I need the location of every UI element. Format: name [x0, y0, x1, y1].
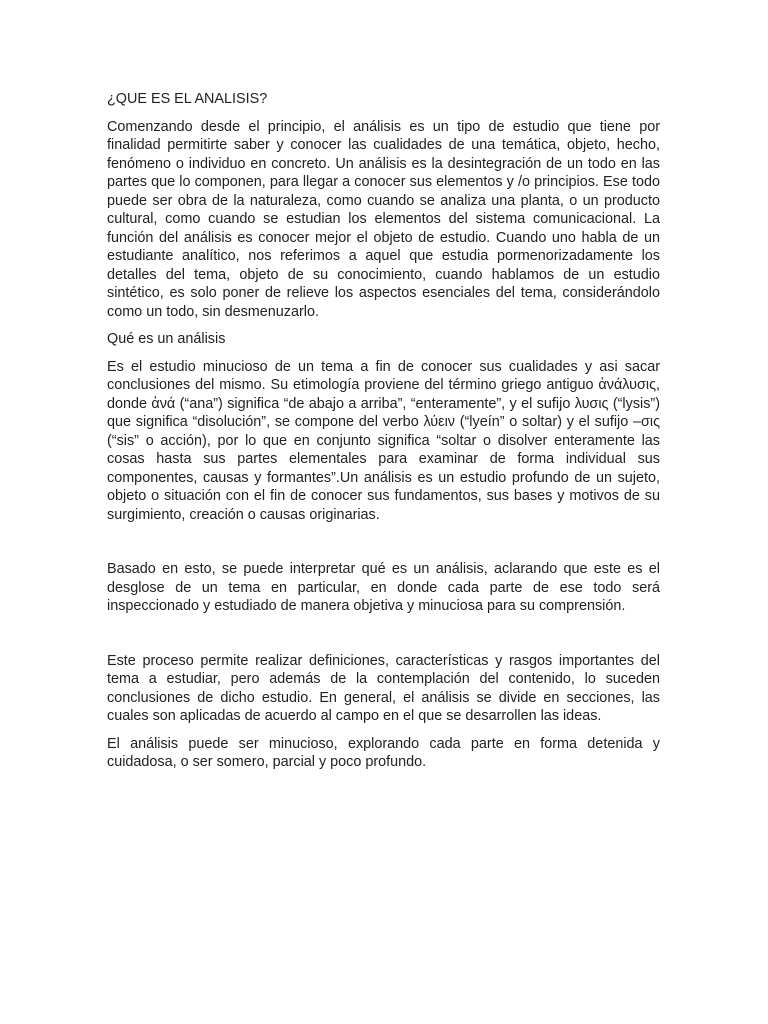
- blank-space: [107, 533, 660, 560]
- page-title: ¿QUE ES EL ANALISIS?: [107, 91, 268, 107]
- document-page: [107, 90, 660, 781]
- paragraph-definition: Es el estudio minucioso de un tema a fin de conocer sus cualidades y asi sacar conclusiones del mismo. Su etimología proviene del término griego antiguo ἀνάλυσις, donde ἀνά (“ana”) significa “de abajo a arriba”, “enteramente”, y el sufijo λυσις (“lysis”) que significa “disolución”, se compone del verbo λύειν (“lyeín” o soltar) y el sufijo –σις (“sis” o acción), por lo que en conjunto significa “soltar o disolver enteramente las cosas hasta sus partes elementales para examinar de forma individual sus componentes, causas y formantes”.Un análisis es un estudio profundo de un sujeto, objeto o situación con el fin de conocer sus fundamentos, sus bases y motivos de su surgimiento, creación o causas originarias.: [107, 358, 660, 523]
- section-heading: Qué es un análisis: [107, 331, 226, 347]
- paragraph-interpretation: Basado en esto, se puede interpretar qué es un análisis, aclarando que este es el desglose de un tema en particular, en donde cada parte de ese todo será inspeccionado y estudiado de manera objetiva y minuciosa para su comprensión.: [107, 561, 660, 614]
- blank-space: [107, 625, 660, 652]
- paragraph-conclusion: El análisis puede ser minucioso, explorando cada parte en forma detenida y cuidadosa, o ser somero, parcial y poco profundo.: [107, 735, 660, 770]
- paragraph-process: Este proceso permite realizar definiciones, características y rasgos importantes del tema a estudiar, pero además de la contemplación del contenido, lo suceden conclusiones de dicho estudio. En general, el análisis se divide en secciones, las cuales son aplicadas de acuerdo al campo en el que se desarrollen las ideas.: [107, 652, 660, 724]
- paragraph-intro: Comenzando desde el principio, el análisis es un tipo de estudio que tiene por finalidad permitirte saber y conocer las cualidades de una temática, objeto, hecho, fenómeno o individuo en concreto. Un análisis es la desintegración de un todo en las partes que lo componen, para llegar a conocer sus elementos y /o principios. Ese todo puede ser obra de la naturaleza, como cuando se analiza una planta, o un producto cultural, como cuando se estudian los elementos del sistema comunicacional. La función del análisis es conocer mejor el objeto de estudio. Cuando uno habla de un estudiante analítico, nos referimos a aquel que estudia pormenorizadamente los detalles del tema, objeto de su conocimiento, cuando hablamos de un estudio sintético, es solo poner de relieve los aspectos esenciales del tema, considerándolo como un todo, sin desmenuzarlo.: [107, 118, 660, 320]
